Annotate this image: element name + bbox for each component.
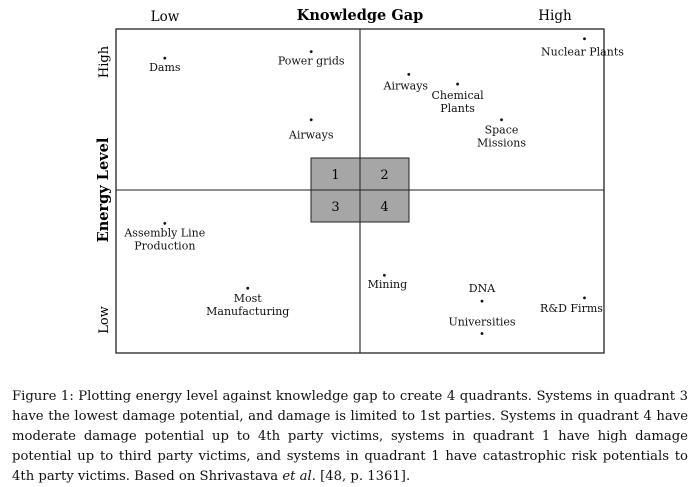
y-tick-low: Low [97, 306, 112, 334]
quadrant-label-1: 1 [331, 168, 340, 183]
point-label: Chemical [431, 89, 484, 103]
point-nuclear-plants [541, 37, 624, 58]
point-label: Production [134, 239, 196, 253]
point-marker [481, 332, 484, 335]
quadrant-label-4: 4 [380, 200, 389, 215]
point-space-missions [477, 118, 526, 149]
point-marker [583, 297, 586, 300]
quadrant-boxes [311, 158, 409, 222]
point-mining [368, 274, 408, 291]
point-label: Plants [440, 102, 475, 116]
point-marker [383, 274, 386, 277]
point-chemical-plants [431, 83, 484, 115]
point-marker [310, 50, 313, 53]
y-tick-high: High [97, 45, 112, 79]
x-tick-low: Low [150, 9, 180, 25]
point-label: DNA [468, 282, 496, 296]
point-power-grids [278, 50, 345, 67]
point-label: Universities [448, 315, 516, 329]
point-label: Power grids [277, 54, 345, 68]
point-label: Airways [288, 128, 334, 142]
caption-text: Figure 1: Plotting energy level against knowledge gap to create 4 quadrants. Systems in quadrant 3 have the lowest damage potential, and damage is limited to 1st parties. Systems in quadrant 4 have moderate damage potential up to 4th party victims, systems in quadrant 1 have high damage potential up to third party victims, and systems in quadrant 1 have catastrophic risk potentials to 4th party victims. Based on Shrivastava [12, 389, 688, 485]
point-assembly-line-production [123, 222, 205, 252]
point-marker [163, 222, 166, 225]
point-dams [149, 57, 181, 74]
point-label: R&D Firms [540, 301, 603, 315]
point-airways [288, 118, 334, 141]
y-axis-title: Energy Level [95, 137, 112, 243]
point-marker [407, 73, 410, 76]
point-most-manufacturing [206, 287, 289, 318]
point-label: Dams [149, 61, 181, 75]
point-label: Nuclear Plants [541, 45, 624, 59]
point-marker [583, 37, 586, 40]
point-label: Space [484, 123, 519, 137]
point-dna [469, 282, 496, 302]
point-r-d-firms [540, 297, 603, 315]
figure-caption [12, 387, 688, 487]
point-label: Most [233, 292, 262, 306]
x-tick-high: High [538, 8, 572, 24]
point-marker [163, 57, 166, 60]
point-marker [481, 300, 484, 303]
point-airways [383, 73, 429, 92]
point-marker [310, 118, 313, 121]
point-label: Manufacturing [206, 305, 290, 319]
x-axis-title: Knowledge Gap [296, 7, 424, 24]
point-marker [500, 118, 503, 121]
quadrant-label-2: 2 [380, 168, 389, 183]
point-universities [448, 316, 515, 335]
quadrant-label-3: 3 [331, 200, 340, 215]
point-marker [246, 287, 249, 290]
point-label: Mining [367, 278, 408, 292]
point-marker [456, 83, 459, 86]
point-label: Assembly Line [124, 226, 206, 240]
caption-emphasis: et al. [282, 469, 316, 485]
point-label: Missions [477, 136, 526, 150]
caption-citation: [48, p. 1361]. [315, 469, 411, 485]
point-label: Airways [383, 79, 429, 93]
